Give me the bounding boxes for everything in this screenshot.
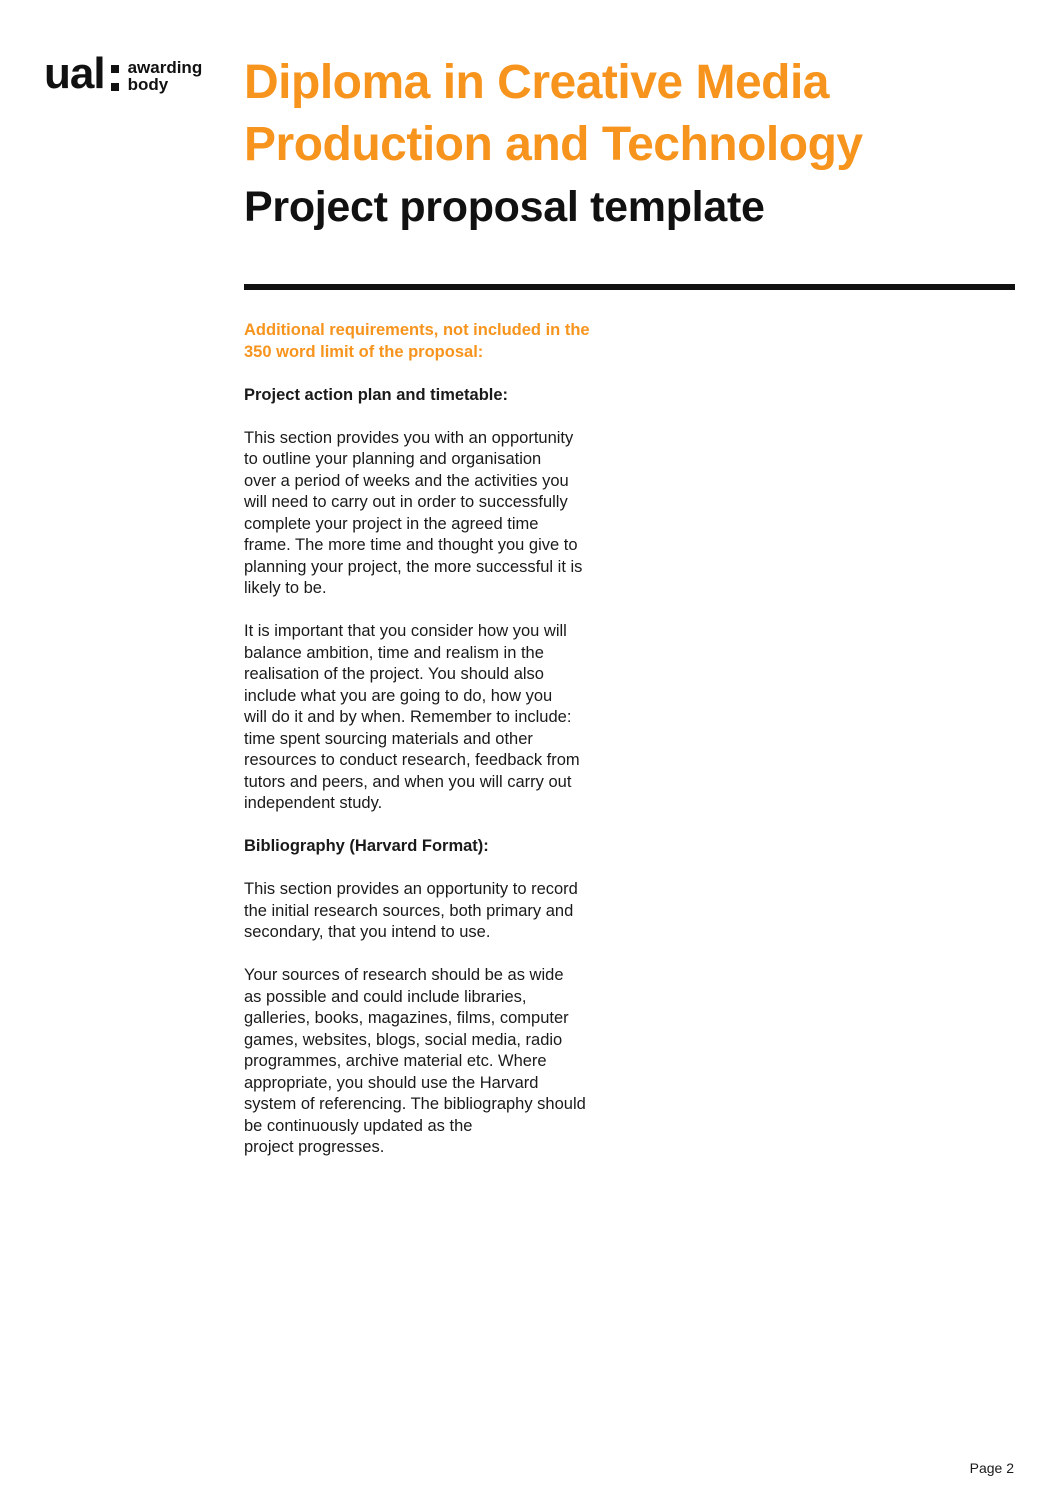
text-line: frame. The more time and thought you give to [244, 536, 578, 554]
text-line: over a period of weeks and the activities you [244, 471, 569, 490]
header-divider [244, 284, 1015, 290]
document-title [244, 52, 863, 176]
logo-colon-icon [111, 65, 119, 91]
document-subtitle: Project proposal template [244, 183, 765, 231]
text-line: games, websites, blogs, social media, radio [244, 1030, 563, 1049]
logo-mark: ual [44, 49, 105, 98]
text-line: be continuously updated as the [244, 1116, 473, 1135]
requirements-heading [244, 320, 644, 363]
ual-logo [44, 49, 203, 98]
text-line: will do it and by when. Remember to include: [244, 708, 572, 726]
action-plan-paragraph-1 [244, 428, 644, 600]
logo-word-awarding: awarding [127, 58, 203, 77]
text-line: tutors and peers, and when you will carry out [244, 772, 572, 791]
logo-dot-bottom [111, 83, 119, 91]
text-line: the initial research sources, both primary and [244, 901, 574, 920]
action-plan-paragraph-2 [244, 621, 644, 815]
text-line: programmes, archive material etc. Where [244, 1052, 547, 1070]
text-line: It is important that you consider how you will [244, 622, 567, 640]
text-line: realisation of the project. You should also [244, 665, 544, 683]
text-line: time spent sourcing materials and other [244, 729, 533, 748]
main-content [244, 320, 644, 1180]
text-line: likely to be. [244, 579, 327, 597]
text-line: planning your project, the more successful it is [244, 557, 583, 576]
page-number: Page 2 [969, 1460, 1014, 1476]
text-line: galleries, books, magazines, films, computer [244, 1009, 569, 1027]
text-line: Your sources of research should be as wide [244, 966, 564, 984]
logo-dot-top [111, 65, 119, 73]
requirements-line-1: Additional requirements, not included in the [244, 321, 590, 339]
bibliography-paragraph-1 [244, 879, 644, 944]
text-line: include what you are going to do, how you [244, 686, 553, 705]
text-line: independent study. [244, 794, 383, 812]
text-line: resources to conduct research, feedback from [244, 751, 580, 769]
text-line: to outline your planning and organisation [244, 450, 542, 468]
text-line: This section provides you with an opportunity [244, 428, 574, 447]
text-line: balance ambition, time and realism in the [244, 643, 544, 662]
bibliography-heading: Bibliography (Harvard Format): [244, 837, 489, 855]
text-line: as possible and could include libraries, [244, 987, 527, 1006]
text-line: system of referencing. The bibliography should [244, 1095, 586, 1113]
requirements-line-2: 350 word limit of the proposal: [244, 342, 484, 361]
title-line-2: Production and Technology [244, 118, 863, 171]
logo-words [128, 59, 203, 93]
bibliography-paragraph-2 [244, 965, 644, 1159]
text-line: project progresses. [244, 1138, 385, 1156]
text-line: This section provides an opportunity to record [244, 880, 578, 898]
action-plan-heading: Project action plan and timetable: [244, 385, 509, 404]
text-line: secondary, that you intend to use. [244, 923, 491, 941]
text-line: will need to carry out in order to successfully [244, 493, 568, 511]
logo-word-body: body [127, 75, 169, 94]
text-line: complete your project in the agreed time [244, 514, 539, 533]
text-line: appropriate, you should use the Harvard [244, 1073, 539, 1092]
title-line-1: Diploma in Creative Media [244, 56, 829, 109]
